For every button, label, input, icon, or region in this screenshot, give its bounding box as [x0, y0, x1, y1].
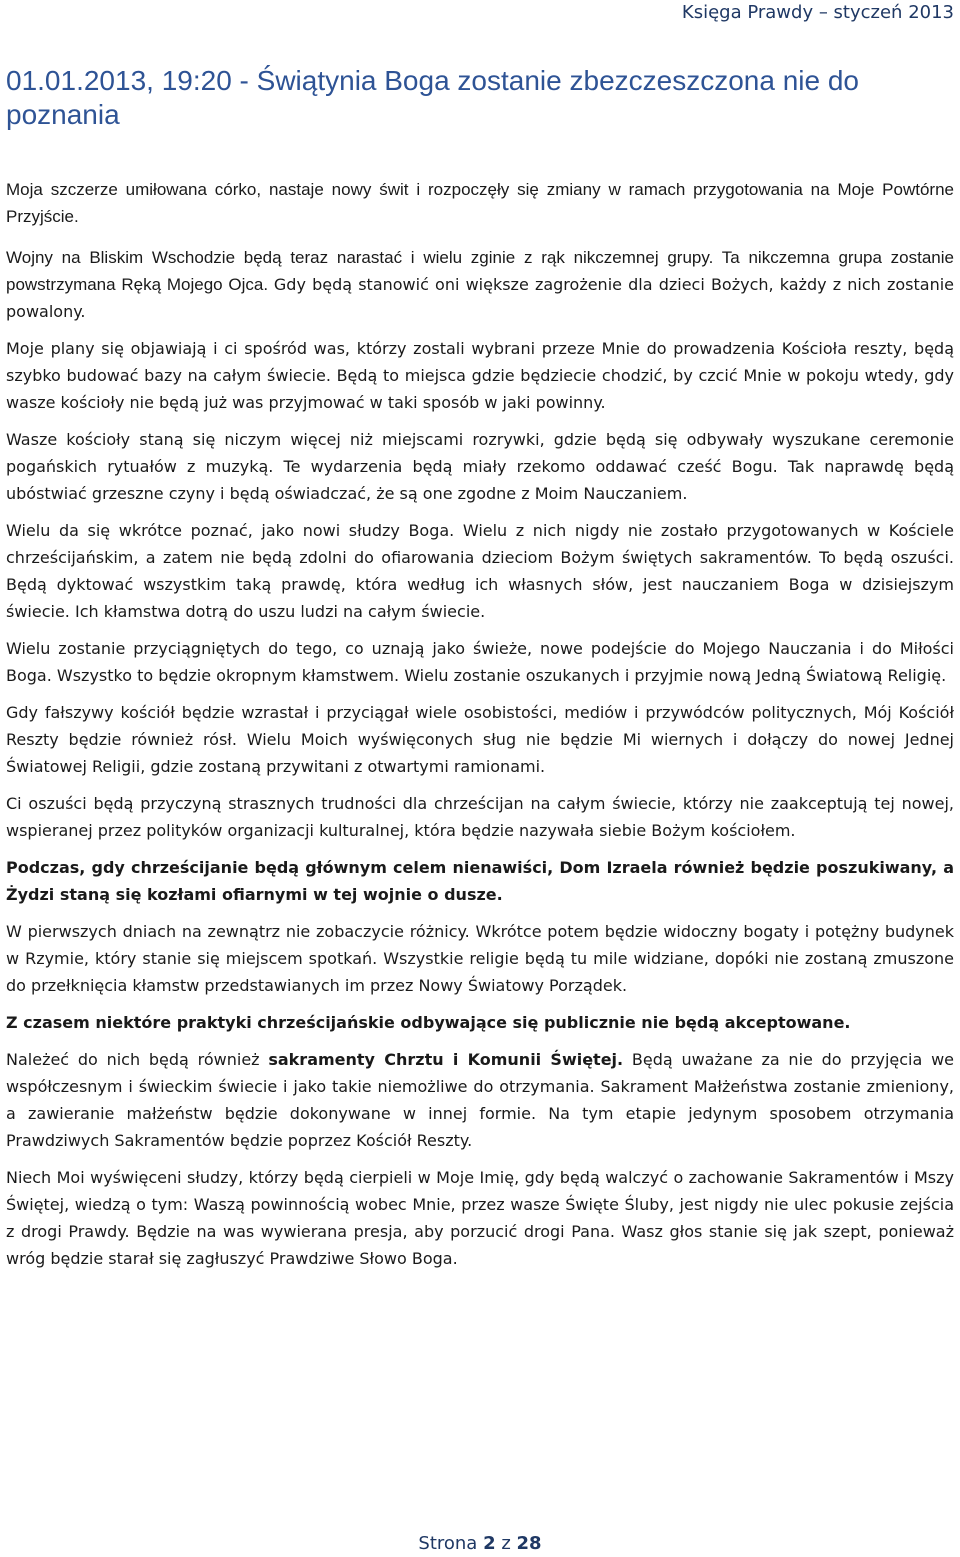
paragraph-10: W pierwszych dniach na zewnątrz nie zobaczycie różnicy. Wkrótce potem będzie widoczny bogaty i potężny budynek w Rzymie, który stanie się miejscem spotkań. Wszystkie religie będą tu mile widziane, dopóki nie zostaną zmuszone do przełknięcia kłamstw przedstawianych im przez Nowy Światowy Porządek.	[6, 922, 954, 995]
paragraph-2a: Wojny na Bliskim Wschodzie będą teraz narastać i wielu zginie z rąk nikczemnej grupy. Ta nikczemna grupa zostanie powstrzymana Ręką Mojego Ojca.	[6, 248, 954, 294]
paragraph-12-pre: Należeć do nich będą również	[6, 1050, 269, 1069]
footer-page-number: 2	[483, 1533, 496, 1554]
paragraph-6: Wielu zostanie przyciągniętych do tego, co uznają jako świeże, nowe podejście do Mojego Nauczania i do Miłości Boga. Wszystko to będzie okropnym kłamstwem. Wielu zostanie oszukanych i przyjmie nową Jedną Światową Religię.	[6, 639, 954, 685]
paragraph-4: Wasze kościoły staną się niczym więcej niż miejscami rozrywki, gdzie będą się odbywały wyszukane ceremonie pogańskich rytuałów z muzyką. Te wydarzenia będą miały rzekomo oddawać cześć Bogu. Tak naprawdę będą ubóstwiać grzeszne czyny i będą oświadczać, że są one zgodne z Moim Nauczaniem.	[6, 430, 954, 503]
paragraph-7: Gdy fałszywy kościół będzie wzrastał i przyciągał wiele osobistości, mediów i przywódców politycznych, Mój Kościół Reszty będzie również rósł. Wielu Moich wyświęconych sług nie będzie Mi wiernych i dołączy do nowej Jednej Światowej Religii, gdzie zostaną przywitani z otwartymi ramionami.	[6, 703, 954, 776]
paragraph-9	[6, 854, 954, 908]
footer-page-word: Strona	[418, 1533, 478, 1554]
paragraph-3: Moje plany się objawiają i ci spośród was, którzy zostali wybrani przeze Mnie do prowadzenia Kościoła reszty, będą szybko budować bazy na całym świecie. Będą to miejsca gdzie będziecie chodzić, by czcić Mnie w pokoju wtedy, gdy wasze kościoły nie będą już was przyjmować w taki sposób w jaki powinny.	[6, 339, 954, 412]
footer-total-pages: 28	[516, 1533, 542, 1554]
paragraph-5: Wielu da się wkrótce poznać, jako nowi słudzy Boga. Wielu z nich nigdy nie zostało przygotowanych w Kościele chrześcijańskim, a zatem nie będą zdolni do ofiarowania dzieciom Bożym świętych sakramentów. To będą oszuści. Będą dyktować wszystkim taką prawdę, która według ich własnych słów, jest nauczaniem Boga w dzisiejszym świecie. Ich kłamstwa dotrą do uszu ludzi na całym świecie.	[6, 521, 954, 621]
document-body	[6, 176, 954, 1282]
paragraph-12	[6, 1046, 954, 1154]
footer-of-word: z	[501, 1533, 511, 1554]
running-header: Księga Prawdy – styczeń 2013	[681, 2, 954, 23]
paragraph-12-post: Będą uważane za nie do przyjęcia we współczesnym i świeckim świecie i jako takie niemożliwe do otrzymania. Sakrament Małżeństwa zostanie zmieniony, a zawieranie małżeństw będzie dokonywane w innej formie. Na tym etapie jedynym sposobem otrzymania Prawdziwych Sakramentów będzie poprzez Kościół Reszty.	[6, 1050, 955, 1150]
paragraph-12-bold: sakramenty Chrztu i Komunii Świętej.	[268, 1050, 624, 1069]
paragraph-11-bold: Z czasem niektóre praktyki chrześcijańskie odbywające się publicznie nie będą akceptowane.	[6, 1013, 851, 1032]
paragraph-2	[6, 244, 954, 325]
paragraph-2b: Gdy będą stanowić oni większe zagrożenie dla dzieci Bożych, każdy z nich zostanie powalony.	[6, 275, 954, 321]
paragraph-9-bold: Podczas, gdy chrześcijanie będą głównym celem nienawiści, Dom Izraela również będzie poszukiwany, a Żydzi staną się kozłami ofiarnymi w tej wojnie o dusze.	[6, 858, 954, 904]
paragraph-8: Ci oszuści będą przyczyną strasznych trudności dla chrześcijan na całym świecie, którzy nie zaakceptują tej nowej, wspieranej przez polityków organizacji kulturalnej, która będzie nazywała siebie Bożym kościołem.	[6, 794, 954, 840]
page-footer	[0, 1533, 960, 1554]
page-title: 01.01.2013, 19:20 - Świątynia Boga zostanie zbezczeszczona nie do poznania	[6, 65, 860, 130]
paragraph-1: Moja szczerze umiłowana córko, nastaje nowy świt i rozpoczęły się zmiany w ramach przygotowania na Moje Powtórne Przyjście.	[6, 180, 954, 226]
paragraph-11	[6, 1009, 954, 1036]
paragraph-13: Niech Moi wyświęceni słudzy, którzy będą cierpieli w Moje Imię, gdy będą walczyć o zachowanie Sakramentów i Mszy Świętej, wiedzą o tym: Waszą powinnością wobec Mnie, przez wasze Święte Śluby, jest nigdy nie ulec pokusie zejścia z drogi Prawdy. Będzie na was wywierana presja, aby porzucić drogi Pana. Wasz głos stanie się jak szept, ponieważ wróg będzie starał się zagłuszyć Prawdziwe Słowo Boga.	[6, 1168, 954, 1268]
